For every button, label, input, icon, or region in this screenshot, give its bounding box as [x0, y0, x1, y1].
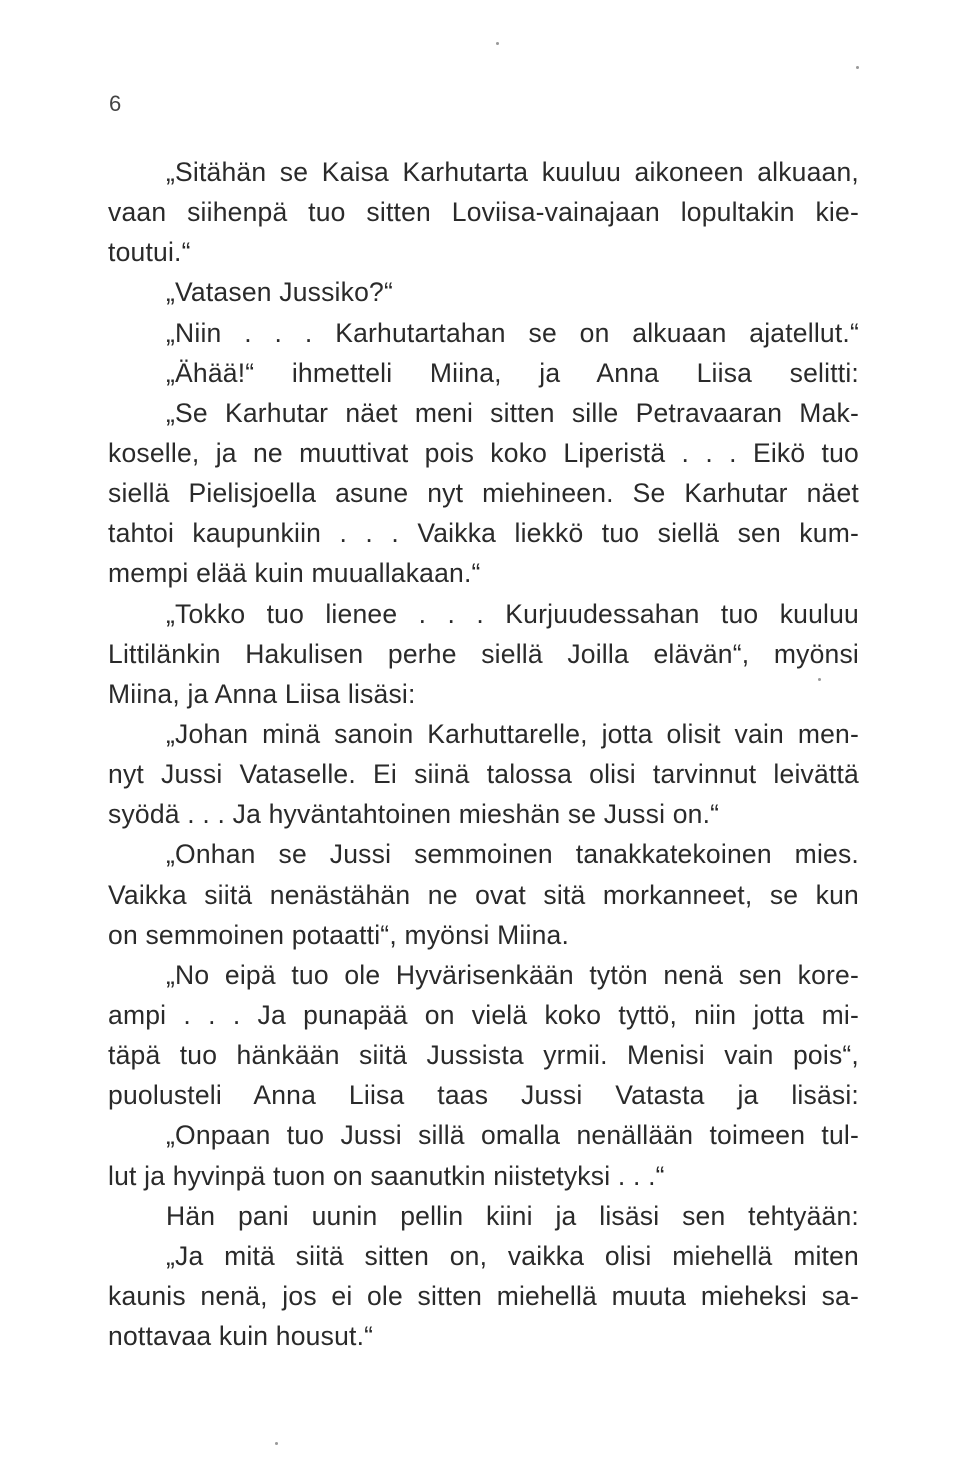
text-line: vaan siihenpä tuo sitten Loviisa-vainajaan lopultakin kie-	[108, 197, 859, 228]
text-line: „Onpaan tuo Jussi sillä omalla nenällään toimeen tul-	[166, 1120, 859, 1151]
paper-speck	[818, 678, 821, 681]
text-line: toutui.“	[108, 237, 191, 268]
text-line: lut ja hyvinpä tuon on saanutkin niistetyksi . . .“	[108, 1160, 665, 1191]
text-line: on semmoinen potaatti“, myönsi Miina.	[108, 919, 570, 950]
text-line: „Tokko tuo lienee . . . Kurjuudessahan tuo kuuluu	[166, 598, 859, 629]
text-line: ampi . . . Ja punapää on vielä koko tyttö, niin jotta mi-	[108, 999, 859, 1030]
text-line: „Niin . . . Karhutartahan se on alkuaan ajatellut.“	[166, 317, 859, 348]
text-line: „Johan minä sanoin Karhuttarelle, jotta olisit vain men-	[166, 718, 859, 749]
text-line: siellä Pielisjoella asune nyt miehineen. Se Karhutar näet	[108, 478, 859, 509]
text-line: „Ähää!“ ihmetteli Miina, ja Anna Liisa selitti:	[166, 357, 859, 388]
text-line: „Sitähän se Kaisa Karhutarta kuuluu aikoneen alkuaan,	[166, 157, 859, 187]
paper-speck	[856, 66, 859, 69]
text-line: „Vatasen Jussiko?“	[166, 277, 393, 308]
text-line: puolusteli Anna Liisa taas Jussi Vatasta ja lisäsi:	[108, 1080, 859, 1111]
text-line: Vaikka siitä nenästähän ne ovat sitä morkanneet, se kun	[108, 879, 859, 910]
text-line: Littilänkin Hakulisen perhe siellä Joilla elävän“, myönsi	[108, 638, 859, 669]
paper-speck	[496, 42, 499, 45]
text-line: syödä . . . Ja hyväntahtoinen mieshän se Jussi on.“	[108, 799, 720, 830]
paper-speck	[275, 1442, 278, 1445]
page-number: 6	[109, 91, 122, 116]
text-line: „Se Karhutar näet meni sitten sille Petravaaran Mak-	[166, 397, 859, 428]
text-line: „Ja mitä siitä sitten on, vaikka olisi miehellä miten	[166, 1240, 859, 1271]
text-line: täpä tuo hänkään siitä Jussista yrmii. Menisi vain pois“,	[108, 1040, 859, 1071]
body-text	[108, 152, 859, 1356]
text-line: „Onhan se Jussi semmoinen tanakkatekoinen mies.	[166, 839, 859, 870]
text-line: „No eipä tuo ole Hyvärisenkään tytön nenä sen kore-	[166, 959, 859, 990]
text-line: nyt Jussi Vataselle. Ei siinä talossa olisi tarvinnut leivättä	[108, 759, 859, 790]
text-line: Hän pani uunin pellin kiini ja lisäsi sen tehtyään:	[166, 1200, 859, 1231]
text-line: kaunis nenä, jos ei ole sitten miehellä muuta mieheksi sa-	[108, 1280, 859, 1311]
text-line: koselle, ja ne muuttivat pois koko Liperistä . . . Eikö tuo	[108, 437, 859, 468]
text-line: tahtoi kaupunkiin . . . Vaikka liekkö tuo siellä sen kum-	[108, 518, 859, 549]
text-line: Miina, ja Anna Liisa lisäsi:	[108, 678, 416, 709]
text-line: mempi elää kuin muuallakaan.“	[108, 558, 481, 589]
text-line: nottavaa kuin housut.“	[108, 1321, 374, 1352]
